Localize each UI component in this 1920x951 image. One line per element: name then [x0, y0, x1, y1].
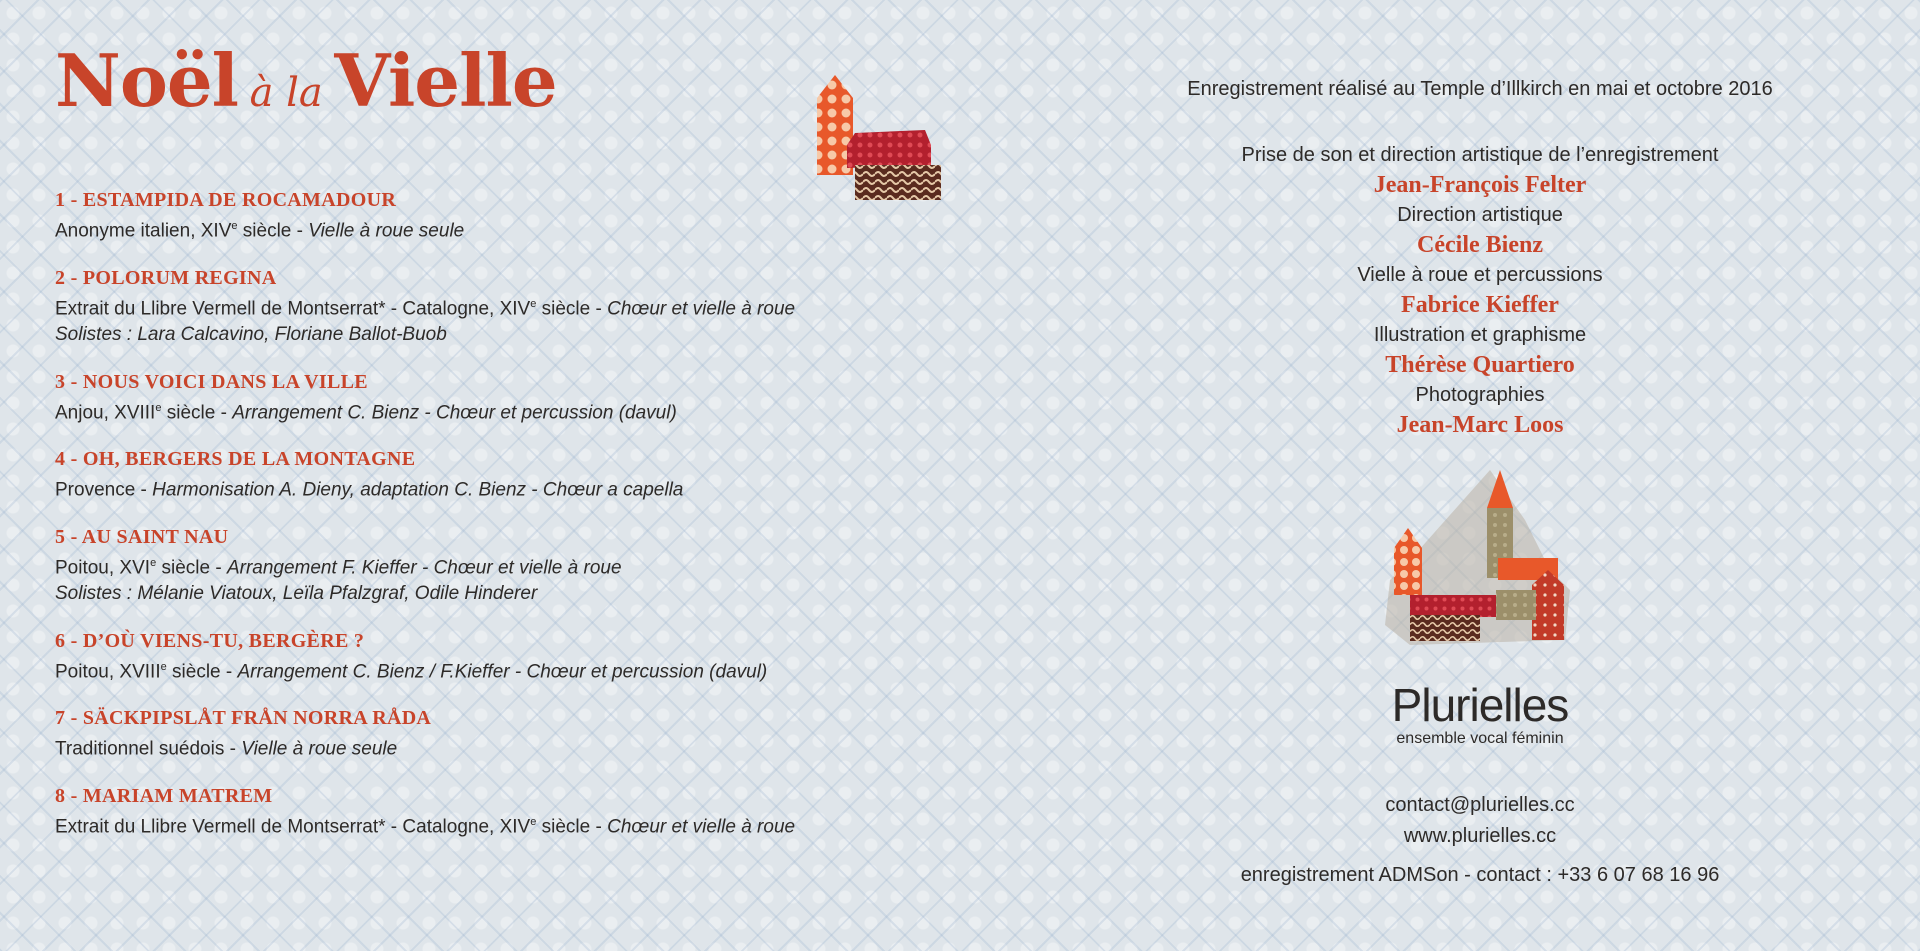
recording-contact: enregistrement ADMSon - contact : +33 6 07 68 16 96 [1240, 864, 1720, 886]
house-illustration [755, 50, 975, 200]
credit-name: Fabrice Kieffer [1401, 292, 1559, 318]
track-title: 7 - SÄCKPIPSLÅT FRÅN NORRA RÅDA [55, 707, 432, 729]
credit-role: Direction artistique [1397, 204, 1563, 226]
track-title: 3 - NOUS VOICI DANS LA VILLE [55, 370, 368, 393]
title-noel: Noël [55, 38, 238, 123]
track-item [55, 525, 1055, 629]
track-title: 6 - D’OÙ VIENS-TU, BERGÈRE ? [55, 629, 365, 652]
track-details: Anjou, XVIIIe siècle - Arrangement C. Bienz - Chœur et percussion (davul) [55, 401, 677, 423]
brand-block [1080, 680, 1880, 748]
track-title: 4 - OH, BERGERS DE LA MONTAGNE [55, 448, 416, 470]
credit-name: Cécile Bienz [1417, 232, 1543, 258]
contact-email[interactable]: contact@plurielles.cc [1385, 794, 1575, 816]
title-vielle: Vielle [334, 38, 557, 123]
track-title: 8 - MARIAM MATREM [55, 784, 273, 807]
track-soloists: Solistes : Lara Calcavino, Floriane Ballot-Buob [55, 323, 447, 345]
recording-note: Enregistrement réalisé au Temple d’Illkirch en mai et octobre 2016 [1187, 78, 1773, 100]
track-item [55, 629, 1055, 707]
credit-role: Vielle à roue et percussions [1357, 264, 1603, 286]
album-title [55, 38, 557, 123]
track-item [55, 706, 1055, 784]
credit-name: Jean-Marc Loos [1396, 412, 1564, 438]
contact-website[interactable]: www.plurielles.cc [1403, 825, 1557, 847]
credits-list [1080, 140, 1880, 440]
track-details: Extrait du Llibre Vermell de Montserrat* - Catalogne, XIVe siècle - Chœur et vielle à roue [55, 297, 796, 319]
credit-name: Jean-François Felter [1373, 172, 1587, 198]
track-title: 1 - ESTAMPIDA DE ROCAMADOUR [55, 189, 397, 211]
credit-name: Thérèse Quartiero [1385, 352, 1575, 378]
credits-panel [1080, 0, 1880, 951]
brand-name: Plurielles [1391, 679, 1569, 731]
village-illustration [1350, 460, 1590, 660]
brand-subtitle: ensemble vocal féminin [1396, 730, 1564, 747]
track-details: Traditionnel suédois - Vielle à roue seule [55, 738, 398, 760]
credit-role: Photographies [1415, 384, 1545, 406]
track-item [55, 447, 1055, 525]
track-item [55, 784, 1055, 862]
track-item [55, 188, 1055, 266]
track-list [55, 188, 1055, 861]
track-soloists: Solistes : Mélanie Viatoux, Leïla Pfalzgraf, Odile Hinderer [55, 582, 538, 604]
track-item [55, 266, 1055, 370]
title-a-la: à la [249, 70, 323, 116]
contact-block [1080, 790, 1880, 852]
credit-role: Prise de son et direction artistique de l’enregistrement [1241, 144, 1719, 166]
credit-role: Illustration et graphisme [1373, 324, 1587, 346]
track-details: Poitou, XVIe siècle - Arrangement F. Kieffer - Chœur et vielle à roue [55, 556, 622, 578]
track-title: 2 - POLORUM REGINA [55, 266, 277, 289]
track-details: Provence - Harmonisation A. Dieny, adaptation C. Bienz - Chœur a capella [55, 479, 684, 501]
track-item [55, 370, 1055, 448]
track-details: Poitou, XVIIIe siècle - Arrangement C. Bienz / F.Kieffer - Chœur et percussion (davul) [55, 660, 768, 682]
track-details: Extrait du Llibre Vermell de Montserrat* - Catalogne, XIVe siècle - Chœur et vielle à roue [55, 815, 796, 837]
track-title: 5 - AU SAINT NAU [55, 525, 229, 548]
track-list-panel [55, 30, 1055, 930]
track-details: Anonyme italien, XIVe siècle - Vielle à roue seule [55, 220, 465, 242]
